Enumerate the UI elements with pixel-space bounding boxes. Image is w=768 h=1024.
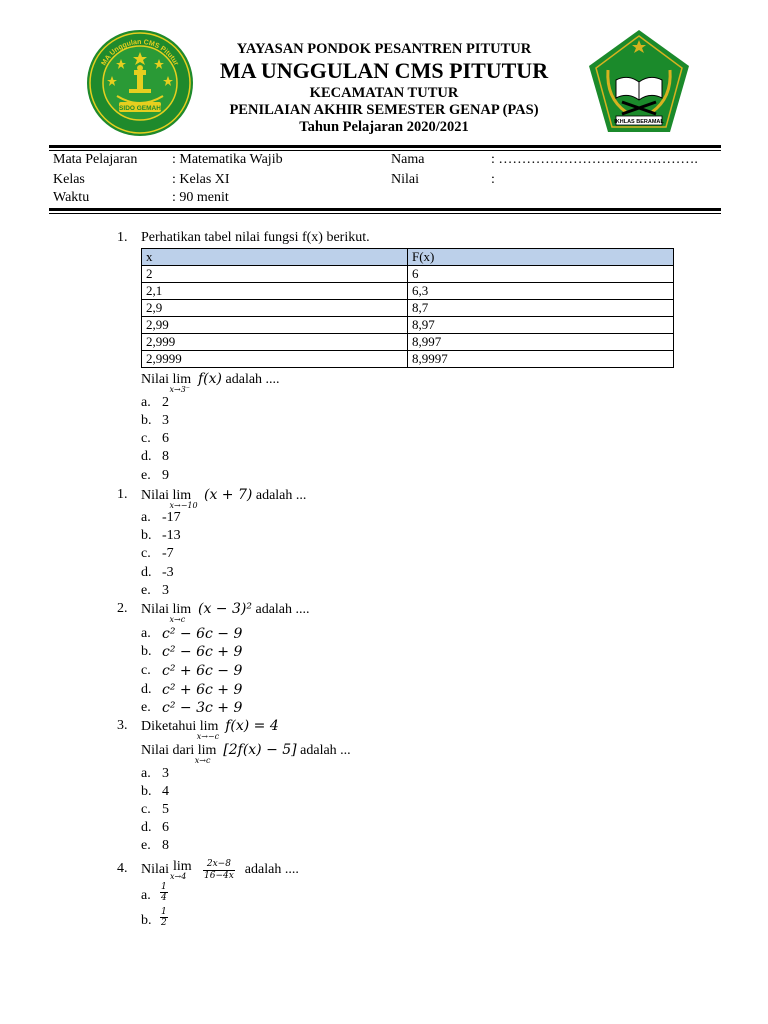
limit-subscript: x→c	[194, 756, 211, 765]
limit-subscript: x→−10	[169, 501, 198, 510]
exam-title: PENILAIAN AKHIR SEMESTER GENAP (PAS)	[229, 102, 539, 118]
name-label: Nama	[391, 152, 425, 167]
table-row	[142, 317, 674, 334]
limit-symbol	[194, 743, 220, 765]
option-label: a.	[141, 766, 151, 781]
info-rule-thin	[49, 213, 721, 214]
option-label: a.	[141, 510, 151, 525]
limit-symbol	[169, 602, 195, 624]
option-label: b.	[141, 913, 152, 928]
option-value: -13	[162, 528, 181, 543]
option-label: b.	[141, 528, 152, 543]
option-value: 8	[162, 449, 169, 464]
fraction-denominator: 4	[161, 893, 167, 904]
option-label: b.	[141, 413, 152, 428]
limit-subscript: x→c	[169, 615, 186, 624]
name-value: : …………………………………….	[491, 152, 698, 167]
option-label: a.	[141, 395, 151, 410]
table-cell: 8,997	[408, 334, 674, 351]
option-fraction	[160, 907, 168, 929]
lim-text: lim	[173, 859, 192, 874]
option-label: d.	[141, 449, 152, 464]
option-value: 6	[162, 820, 169, 835]
foundation-name: YAYASAN PONDOK PESANTREN PITUTUR	[236, 41, 532, 57]
table-cell: 2,9999	[142, 351, 408, 368]
option-value: c² − 3c + 9	[162, 700, 243, 716]
limit-given	[141, 718, 279, 741]
option-value: 2	[162, 395, 169, 410]
header-rule-thick	[49, 145, 721, 148]
table-cell: 2,999	[142, 334, 408, 351]
prompt-start: Nilai dari	[141, 743, 195, 758]
option-value: 4	[162, 784, 169, 799]
option-value: -7	[162, 546, 174, 561]
table-row	[142, 266, 674, 283]
question-number: 1.	[117, 230, 128, 245]
header-rule-thin	[49, 150, 721, 151]
option-value: 9	[162, 468, 169, 483]
table-cell: 2,99	[142, 317, 408, 334]
lim-text: lim	[199, 719, 219, 734]
option-value	[160, 907, 168, 929]
prompt-end: adalah ...	[255, 488, 307, 503]
fraction-numerator: 1	[161, 907, 167, 917]
option-label: e.	[141, 583, 151, 598]
option-label: e.	[141, 700, 151, 715]
limit-symbol	[169, 488, 198, 510]
limit-prompt	[141, 742, 351, 765]
limit-prompt	[141, 371, 280, 394]
option-label: a.	[141, 626, 151, 641]
lim-text: lim	[172, 488, 192, 503]
score-label: Nilai	[391, 172, 419, 187]
table-header-row	[142, 249, 674, 266]
option-label: d.	[141, 565, 152, 580]
limit-prompt	[141, 487, 307, 510]
table-cell: 6	[408, 266, 674, 283]
question-text: Perhatikan tabel nilai fungsi f(x) berikut.	[141, 230, 370, 245]
logo-banner-text: IKHLAS BERAMAL	[614, 119, 664, 125]
option-value: 3	[162, 413, 169, 428]
question-number: 4.	[117, 861, 128, 876]
table-cell: 8,9997	[408, 351, 674, 368]
table-cell: 2,9	[142, 300, 408, 317]
option-label: e.	[141, 838, 151, 853]
option-value: 3	[162, 766, 169, 781]
limit-expression: f(x) = 4	[225, 718, 279, 734]
function-table	[141, 248, 674, 368]
lim-text: lim	[197, 743, 217, 758]
table-cell: 8,7	[408, 300, 674, 317]
table-cell: 2	[142, 266, 408, 283]
school-logo	[85, 28, 195, 138]
option-label: c.	[141, 802, 151, 817]
limit-symbol	[170, 859, 195, 881]
option-value: c² − 6c − 9	[162, 626, 243, 642]
option-label: c.	[141, 431, 151, 446]
option-value: c² + 6c + 9	[162, 682, 243, 698]
fraction-denominator: 16−4x	[204, 870, 234, 881]
prompt-end: adalah ....	[255, 602, 310, 617]
time-label: Waktu	[53, 190, 90, 205]
question-number: 1.	[117, 487, 128, 502]
question-number: 3.	[117, 718, 128, 733]
option-value: 8	[162, 838, 169, 853]
option-value: 3	[162, 583, 169, 598]
prompt-end: adalah ....	[225, 372, 280, 387]
option-value: -3	[162, 565, 174, 580]
logo-banner-text: SIDO GEMAH	[119, 105, 161, 112]
limit-symbol	[196, 719, 222, 741]
prompt-start: Nilai	[141, 862, 169, 877]
prompt-start: Nilai	[141, 372, 169, 387]
option-label: a.	[141, 888, 151, 903]
subject-label: Mata Pelajaran	[53, 152, 138, 167]
option-value: 6	[162, 431, 169, 446]
limit-subscript: x→3⁻	[169, 385, 191, 394]
prompt-end: adalah ...	[300, 743, 351, 758]
limit-subscript: x→−c	[196, 732, 220, 741]
time-value: : 90 menit	[172, 190, 229, 205]
district-name: KECAMATAN TUTUR	[309, 85, 459, 101]
limit-prompt	[141, 856, 299, 884]
option-label: d.	[141, 682, 152, 697]
subject-value: : Matematika Wajib	[172, 152, 283, 167]
table-cell: 2,1	[142, 283, 408, 300]
table-header-cell: F(x)	[408, 249, 674, 266]
limit-expression: [2f(x) − 5]	[223, 742, 297, 758]
option-value: 5	[162, 802, 169, 817]
fraction-numerator: 1	[161, 882, 167, 892]
limit-fraction	[203, 859, 235, 881]
table-row	[142, 300, 674, 317]
info-rule-thick	[49, 208, 721, 211]
option-label: e.	[141, 468, 151, 483]
limit-expression: (x − 3)²	[198, 601, 252, 617]
limit-expression: (x + 7)	[204, 487, 253, 503]
limit-symbol	[169, 372, 195, 394]
class-label: Kelas	[53, 172, 85, 187]
option-value	[160, 882, 168, 904]
option-label: b.	[141, 784, 152, 799]
option-label: c.	[141, 546, 151, 561]
limit-subscript: x→4	[170, 872, 187, 881]
prompt-start: Nilai	[141, 602, 169, 617]
table-header-cell: x	[142, 249, 408, 266]
option-value: c² − 6c + 9	[162, 644, 243, 660]
table-cell: 8,97	[408, 317, 674, 334]
logo-top-text: MA Unggulan CMS Pitutur	[100, 38, 180, 67]
lim-text: lim	[172, 602, 192, 617]
table-row	[142, 334, 674, 351]
option-fraction	[160, 882, 168, 904]
class-value: : Kelas XI	[172, 172, 230, 187]
prompt-start: Nilai	[141, 488, 169, 503]
option-label: d.	[141, 820, 152, 835]
limit-prompt	[141, 601, 310, 624]
option-value: -17	[162, 510, 181, 525]
fraction-numerator: 2x−8	[203, 859, 235, 870]
option-label: c.	[141, 663, 151, 678]
given-start: Diketahui	[141, 719, 197, 734]
table-cell: 6,3	[408, 283, 674, 300]
prompt-end: adalah ....	[244, 862, 299, 877]
option-value: c² + 6c − 9	[162, 663, 243, 679]
table-row	[142, 283, 674, 300]
score-value: :	[491, 172, 495, 187]
limit-expression: f(x)	[198, 371, 223, 387]
school-name: MA UNGGULAN CMS PITUTUR	[219, 58, 549, 83]
fraction-denominator: 2	[161, 918, 167, 929]
option-label: b.	[141, 644, 152, 659]
question-number: 2.	[117, 601, 128, 616]
lim-text: lim	[172, 372, 192, 387]
table-row	[142, 351, 674, 368]
academic-year: Tahun Pelajaran 2020/2021	[299, 119, 469, 135]
ministry-logo	[586, 28, 692, 136]
